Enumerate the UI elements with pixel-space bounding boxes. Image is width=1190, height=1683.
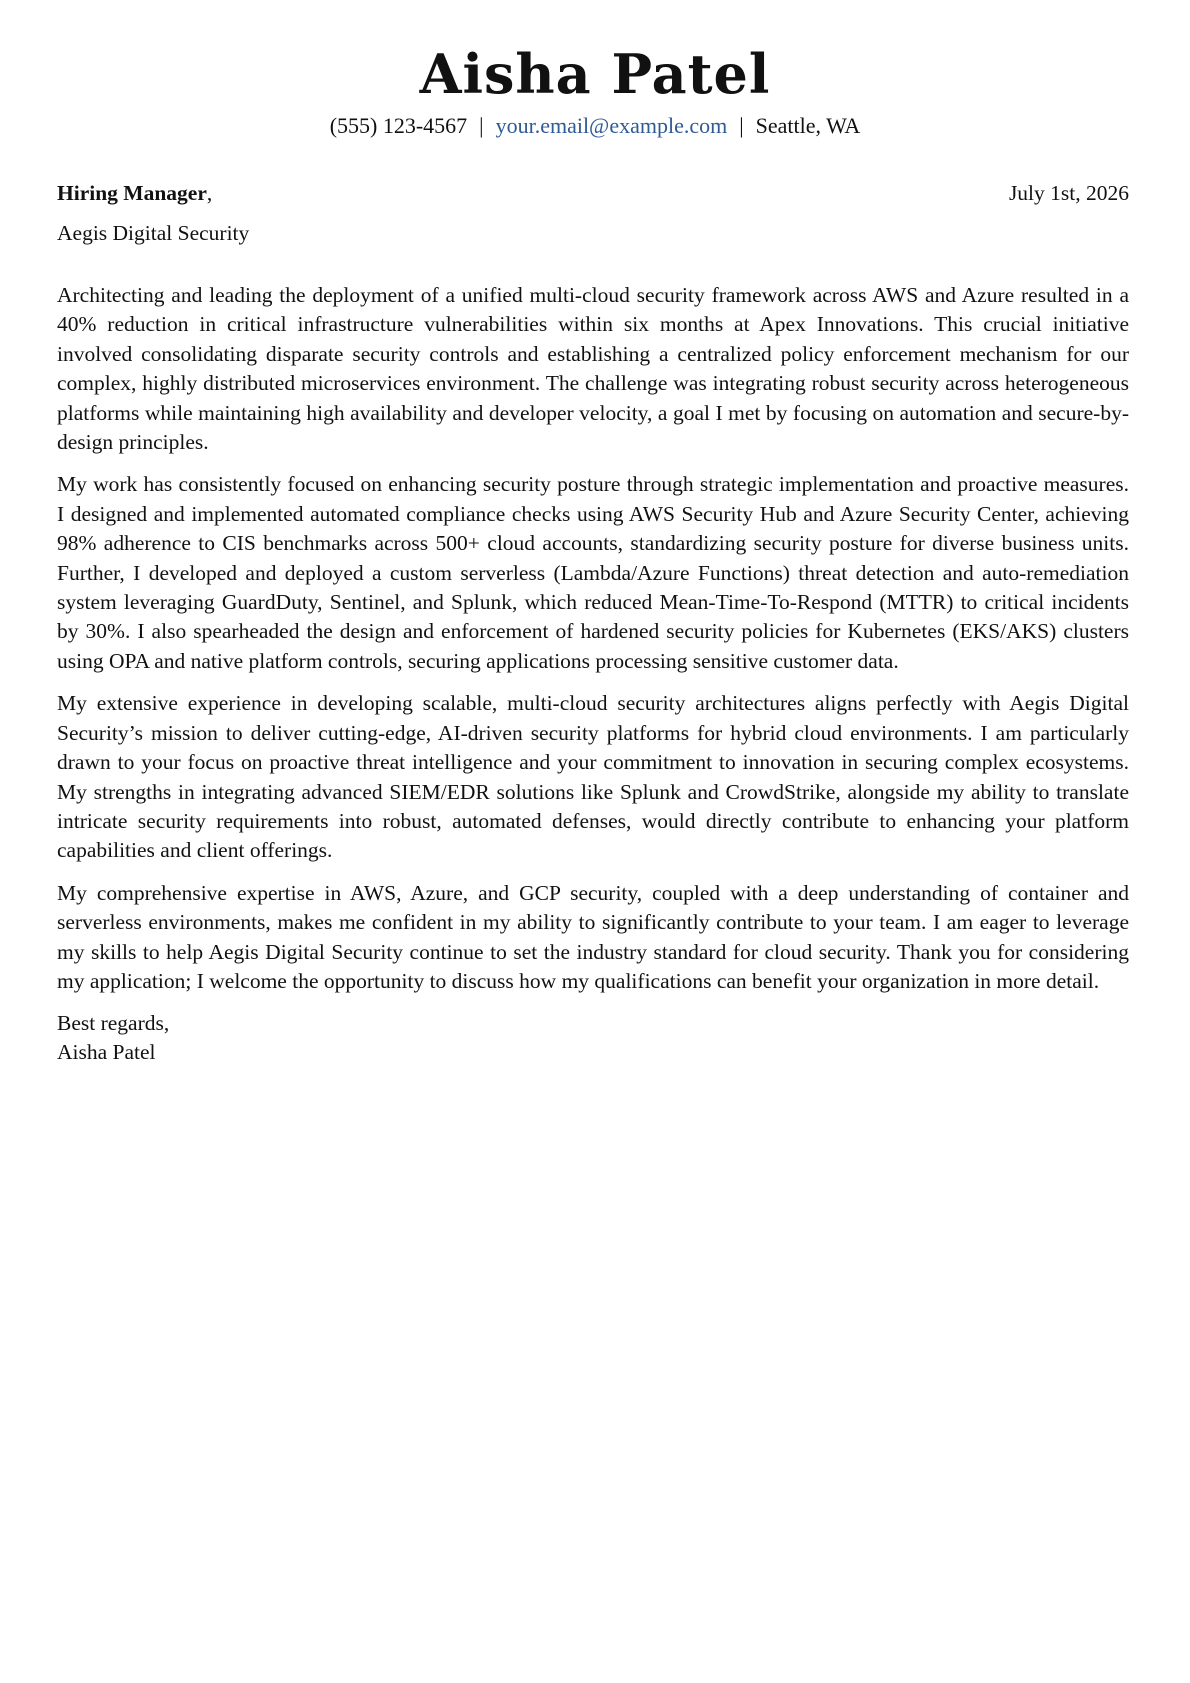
location: Seattle, WA: [755, 113, 861, 138]
letter-closing: [57, 1009, 1129, 1067]
contact-line: [0, 112, 1190, 140]
letter-header: [0, 44, 1190, 140]
signature-name: Aisha Patel: [57, 1040, 156, 1065]
letter-body: [57, 281, 1129, 1067]
phone-number: (555) 123-4567: [329, 113, 468, 138]
recipient-row: [57, 180, 1129, 206]
recipient-company: Aegis Digital Security: [57, 221, 250, 245]
contact-separator: |: [479, 113, 484, 138]
body-paragraph: Architecting and leading the deployment of a unified multi-cloud security framework across AWS and Azure resulted in a 40% reduction in critical infrastructure vulnerabilities within six months at Apex Innovations. This crucial initiative involved consolidating disparate security controls and establishing a centralized policy enforcement mechanism for our complex, highly distributed microservices environment. The challenge was integrating robust security across heterogeneous platforms while maintaining high availability and developer velocity, a goal I met by focusing on automation and secure-by-design principles.: [57, 283, 1129, 455]
signoff: Best regards,: [57, 1011, 170, 1036]
salutation: [57, 181, 212, 205]
body-paragraph: My comprehensive expertise in AWS, Azure, and GCP security, coupled with a deep understanding of container and serverless environments, makes me confident in my ability to significantly contribute to your team. I am eager to leverage my skills to help Aegis Digital Security continue to set the industry standard for cloud security. Thank you for considering my application; I welcome the opportunity to discuss how my qualifications can benefit your organization in more detail.: [57, 880, 1129, 993]
applicant-name: Aisha Patel: [419, 42, 771, 106]
contact-separator: |: [739, 113, 744, 138]
salutation-punct: ,: [206, 181, 213, 205]
body-paragraph: My work has consistently focused on enhancing security posture through strategic implementation and proactive measures. I designed and implemented automated compliance checks using AWS Security Hub and Azure Security Center, achieving 98% adherence to CIS benchmarks across 500+ cloud accounts, standardizing security posture for diverse business units. Further, I developed and deployed a custom serverless (Lambda/Azure Functions) threat detection and auto-remediation system leveraging GuardDuty, Sentinel, and Splunk, which reduced Mean-Time-To-Respond (MTTR) to critical incidents by 30%. I also spearheaded the design and enforcement of hardened security policies for Kubernetes (EKS/AKS) clusters using OPA and native platform controls, securing applications processing sensitive customer data.: [57, 472, 1129, 673]
email-link[interactable]: your.email@example.com: [495, 113, 728, 138]
salutation-name: Hiring Manager: [57, 181, 207, 205]
letter-date: July 1st, 2026: [1008, 181, 1129, 205]
body-paragraph: My extensive experience in developing scalable, multi-cloud security architectures aligns perfectly with Aegis Digital Security’s mission to deliver cutting-edge, AI-driven security platforms for hybrid cloud environments. I am particularly drawn to your focus on proactive threat intelligence and your commitment to innovation in securing complex ecosystems. My strengths in integrating advanced SIEM/EDR solutions like Splunk and CrowdStrike, alongside my ability to translate intricate security requirements into robust, automated defenses, would directly contribute to enhancing your platform capabilities and client offerings.: [57, 691, 1129, 863]
